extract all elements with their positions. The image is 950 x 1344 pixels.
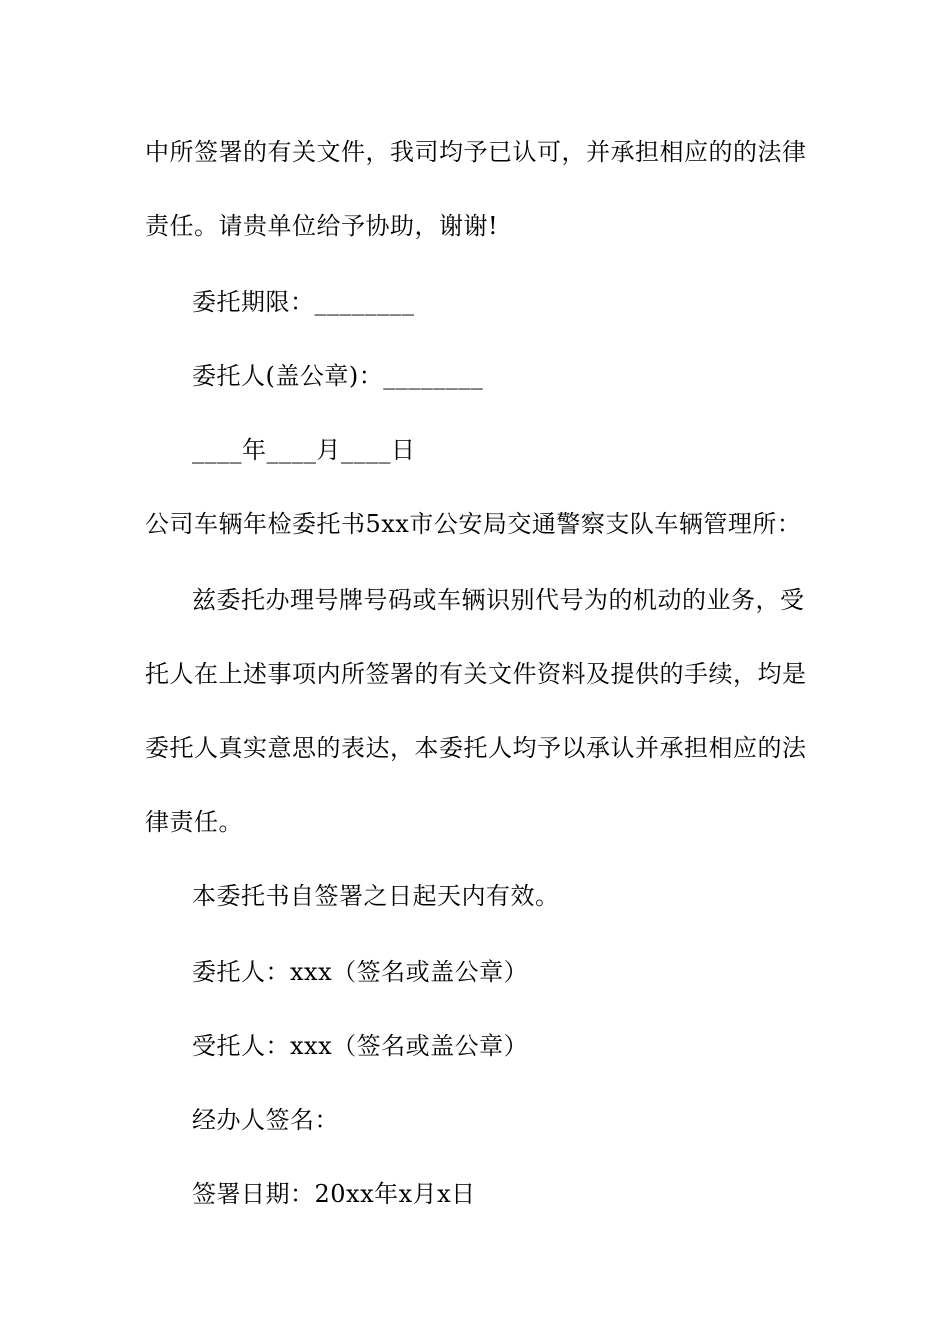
- principal-seal-field: 委托人(盖公章)：________: [192, 362, 484, 390]
- principal-signature-line: 委托人：xxx（签名或盖公章）: [192, 958, 529, 986]
- paragraph-line: 律责任。: [145, 808, 243, 836]
- agent-signature-line: 受托人：xxx（签名或盖公章）: [192, 1032, 529, 1060]
- date-field: ____年____月____日: [192, 436, 416, 464]
- validity-line: 本委托书自签署之日起天内有效。: [192, 882, 560, 910]
- paragraph-line: 托人在上述事项内所签署的有关文件资料及提供的手续，均是: [145, 660, 807, 688]
- paragraph-line: 中所签署的有关文件，我司均予已认可，并承担相应的的法律: [145, 138, 807, 166]
- paragraph-line: 责任。请贵单位给予协助，谢谢!: [145, 212, 499, 240]
- paragraph-line: 委托人真实意思的表达，本委托人均予以承认并承担相应的法: [145, 734, 807, 762]
- section-heading: 公司车辆年检委托书5xx市公安局交通警察支队车辆管理所：: [145, 510, 802, 538]
- paragraph-line: 兹委托办理号牌号码或车辆识别代号为的机动的业务，受: [192, 586, 805, 614]
- term-field: 委托期限：________: [192, 288, 415, 316]
- signing-date-line: 签署日期：20xx年x月x日: [192, 1180, 476, 1208]
- handler-signature-line: 经办人签名：: [192, 1106, 339, 1134]
